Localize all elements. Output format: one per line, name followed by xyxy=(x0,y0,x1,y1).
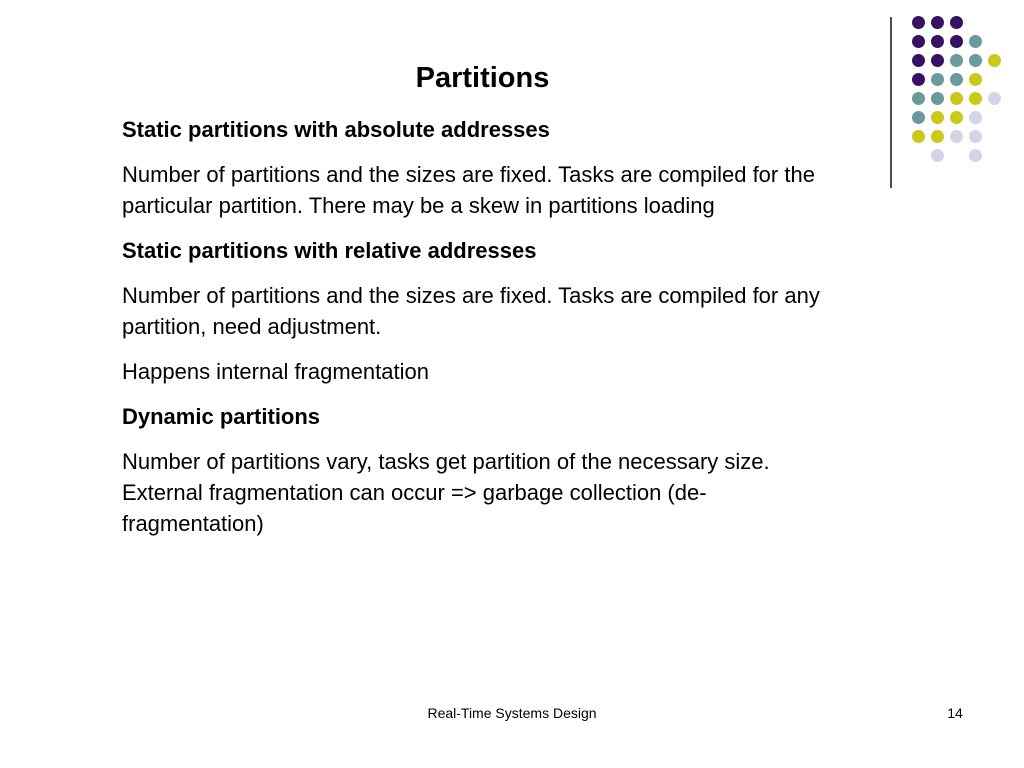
decorative-dot xyxy=(912,73,925,86)
decorative-dot xyxy=(912,130,925,143)
decorative-dot xyxy=(969,111,982,124)
decorative-dot xyxy=(969,130,982,143)
decorative-dot xyxy=(912,92,925,105)
decorative-dot xyxy=(912,16,925,29)
decorative-dot xyxy=(931,92,944,105)
decorative-dot xyxy=(950,35,963,48)
slide-title: Partitions xyxy=(415,62,550,94)
decorative-dot xyxy=(950,130,963,143)
decorative-dot xyxy=(950,16,963,29)
decorative-dot xyxy=(931,73,944,86)
decorative-dot xyxy=(931,111,944,124)
decorative-dot xyxy=(950,54,963,67)
decorative-dot xyxy=(912,35,925,48)
decorative-dot xyxy=(931,35,944,48)
decorative-dot xyxy=(969,35,982,48)
slide-body xyxy=(122,114,842,553)
section-paragraph: Number of partitions and the sizes are fixed. Tasks are compiled for the particular partition. There may be a skew in partitions loading xyxy=(122,162,815,218)
decorative-dot xyxy=(912,54,925,67)
decorative-dot xyxy=(988,92,1001,105)
decorative-dot xyxy=(969,92,982,105)
section-heading: Dynamic partitions xyxy=(122,404,321,429)
decorative-dot xyxy=(969,73,982,86)
decorative-dot xyxy=(950,111,963,124)
decorative-dot xyxy=(950,92,963,105)
decorative-dot-grid xyxy=(912,16,1012,166)
decorative-dot xyxy=(950,73,963,86)
footer-title: Real-Time Systems Design xyxy=(427,705,597,721)
decorative-dot xyxy=(931,149,944,162)
section-heading: Static partitions with relative addresses xyxy=(122,238,537,263)
decorative-dot xyxy=(912,111,925,124)
decorative-dot xyxy=(969,149,982,162)
decorative-dot xyxy=(988,54,1001,67)
decorative-dot xyxy=(931,16,944,29)
page-number: 14 xyxy=(947,705,963,721)
section-paragraph: Happens internal fragmentation xyxy=(122,359,429,384)
decorative-dot xyxy=(969,54,982,67)
decorative-dot xyxy=(931,130,944,143)
decorative-vertical-rule xyxy=(890,17,892,188)
section-paragraph: Number of partitions and the sizes are fixed. Tasks are compiled for any partition, need adjustment. xyxy=(122,283,820,339)
section-heading: Static partitions with absolute addresses xyxy=(122,117,550,142)
section-paragraph: Number of partitions vary, tasks get partition of the necessary size. External fragmentation can occur => garbage collection (de-fragmentation) xyxy=(122,449,770,536)
decorative-dot xyxy=(931,54,944,67)
